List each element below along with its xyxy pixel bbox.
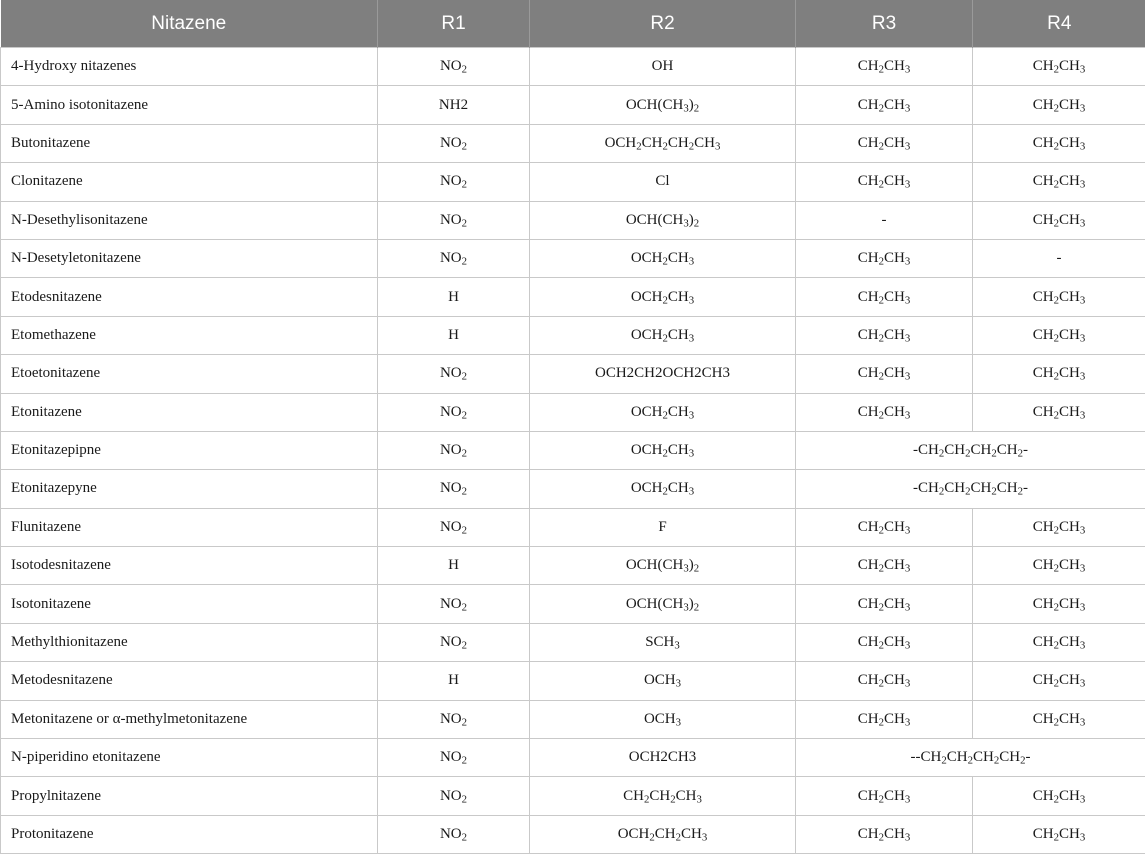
table-row	[1, 739, 1145, 777]
cell-r3: $CH_2CH_3$	[796, 163, 973, 201]
table-row	[1, 201, 1145, 239]
cell-r1: $NO_2$	[378, 163, 530, 201]
cell-r3: $CH_2CH_3$	[796, 662, 973, 700]
cell-r2: $OCH_2CH_2CH_2CH_3$	[530, 124, 796, 162]
cell-r2: $OCH(CH_3)_2$	[530, 86, 796, 124]
cell-r1: $NO_2$	[378, 239, 530, 277]
cell-r3: $CH_2CH_3$	[796, 316, 973, 354]
cell-r2: $SCH_3$	[530, 623, 796, 661]
cell-r1: $NO_2$	[378, 815, 530, 853]
cell-r1: $NO_2$	[378, 739, 530, 777]
cell-r2: $CH_2CH_2CH_3$	[530, 777, 796, 815]
cell-r2: $OCH(CH_3)_2$	[530, 547, 796, 585]
cell-r3: $CH_2CH_3$	[796, 239, 973, 277]
cell-r4: $CH_2CH_3$	[973, 201, 1145, 239]
cell-r2: $OCH_2CH_3$	[530, 393, 796, 431]
cell-name: Propylnitazene	[1, 777, 378, 815]
cell-name: Etonitazepyne	[1, 470, 378, 508]
table-row	[1, 470, 1145, 508]
cell-r1: $NO_2$	[378, 124, 530, 162]
cell-r4: $CH_2CH_3$	[973, 124, 1145, 162]
cell-r3: $CH_2CH_3$	[796, 585, 973, 623]
table-row	[1, 316, 1145, 354]
cell-r3: $CH_2CH_3$	[796, 623, 973, 661]
cell-name: 5-Amino isotonitazene	[1, 86, 378, 124]
cell-r3: $CH_2CH_3$	[796, 777, 973, 815]
cell-r1: H	[378, 278, 530, 316]
cell-name: N-Desethylisonitazene	[1, 201, 378, 239]
table-row	[1, 431, 1145, 469]
table-row	[1, 623, 1145, 661]
cell-r2: $OCH_2CH_3$	[530, 278, 796, 316]
cell-r4: $CH_2CH_3$	[973, 86, 1145, 124]
cell-r4: $CH_2CH_3$	[973, 815, 1145, 853]
table-row	[1, 124, 1145, 162]
table-row	[1, 278, 1145, 316]
table-row	[1, 355, 1145, 393]
cell-r1: $NO_2$	[378, 585, 530, 623]
cell-r4: $CH_2CH_3$	[973, 547, 1145, 585]
header-r4: R4	[973, 0, 1145, 48]
header-nitazene: Nitazene	[1, 0, 378, 48]
cell-r3: $CH_2CH_3$	[796, 508, 973, 546]
cell-r3: $CH_2CH_3$	[796, 124, 973, 162]
cell-r3: $CH_2CH_3$	[796, 700, 973, 738]
cell-name: Etonitazene	[1, 393, 378, 431]
cell-r4: $CH_2CH_3$	[973, 163, 1145, 201]
table-row	[1, 48, 1145, 86]
table-row	[1, 777, 1145, 815]
cell-r1: $NO_2$	[378, 700, 530, 738]
cell-name: Clonitazene	[1, 163, 378, 201]
table-row	[1, 86, 1145, 124]
cell-r1: $NO_2$	[378, 508, 530, 546]
cell-r2: $OCH_3$	[530, 700, 796, 738]
cell-name: Etonitazepipne	[1, 431, 378, 469]
cell-r3-r4: $-CH_2CH_2CH_2CH_2-$	[796, 470, 1145, 508]
table-row	[1, 547, 1145, 585]
cell-name: Isotonitazene	[1, 585, 378, 623]
cell-r2: F	[530, 508, 796, 546]
table-row	[1, 508, 1145, 546]
cell-r4: $CH_2CH_3$	[973, 393, 1145, 431]
cell-r2: Cl	[530, 163, 796, 201]
cell-name: Etoetonitazene	[1, 355, 378, 393]
cell-r4: $CH_2CH_3$	[973, 585, 1145, 623]
cell-r4: $CH_2CH_3$	[973, 777, 1145, 815]
cell-r3: $CH_2CH_3$	[796, 278, 973, 316]
cell-r4: $CH_2CH_3$	[973, 623, 1145, 661]
cell-r2: $OCH(CH_3)_2$	[530, 585, 796, 623]
cell-r3: -	[796, 201, 973, 239]
table-row	[1, 662, 1145, 700]
cell-name: Methylthionitazene	[1, 623, 378, 661]
table-row	[1, 239, 1145, 277]
cell-name: Flunitazene	[1, 508, 378, 546]
table-row	[1, 393, 1145, 431]
cell-r4: $CH_2CH_3$	[973, 662, 1145, 700]
cell-r3: $CH_2CH_3$	[796, 355, 973, 393]
cell-r2: $OCH_2CH_3$	[530, 431, 796, 469]
cell-r1: $NO_2$	[378, 431, 530, 469]
cell-r4: $CH_2CH_3$	[973, 508, 1145, 546]
cell-name: Etomethazene	[1, 316, 378, 354]
cell-r1: $NO_2$	[378, 470, 530, 508]
cell-name: Etodesnitazene	[1, 278, 378, 316]
cell-name: Butonitazene	[1, 124, 378, 162]
header-r3: R3	[796, 0, 973, 48]
cell-r1: $NO_2$	[378, 623, 530, 661]
cell-r1: H	[378, 662, 530, 700]
header-row	[1, 0, 1145, 48]
cell-r3: $CH_2CH_3$	[796, 48, 973, 86]
cell-r2: $OCH(CH_3)_2$	[530, 201, 796, 239]
cell-r4: $CH_2CH_3$	[973, 278, 1145, 316]
cell-r2: OH	[530, 48, 796, 86]
cell-r2: OCH2CH2OCH2CH3	[530, 355, 796, 393]
cell-r3: $CH_2CH_3$	[796, 547, 973, 585]
cell-r2: $OCH_2CH_3$	[530, 316, 796, 354]
table-header	[1, 0, 1145, 48]
cell-r1: NH2	[378, 86, 530, 124]
table-body	[1, 48, 1145, 854]
cell-r2: $OCH_2CH_3$	[530, 470, 796, 508]
header-r2: R2	[530, 0, 796, 48]
table-row	[1, 700, 1145, 738]
table-row	[1, 815, 1145, 853]
cell-name: Metonitazene or α-methylmetonitazene	[1, 700, 378, 738]
cell-r4: $CH_2CH_3$	[973, 316, 1145, 354]
cell-r4: $CH_2CH_3$	[973, 48, 1145, 86]
cell-name: Isotodesnitazene	[1, 547, 378, 585]
cell-name: N-piperidino etonitazene	[1, 739, 378, 777]
cell-r2: OCH2CH3	[530, 739, 796, 777]
cell-r2: $OCH_3$	[530, 662, 796, 700]
cell-r1: $NO_2$	[378, 48, 530, 86]
cell-r4: $CH_2CH_3$	[973, 700, 1145, 738]
cell-r3-r4: $-CH_2CH_2CH_2CH_2-$	[796, 431, 1145, 469]
cell-r3: $CH_2CH_3$	[796, 393, 973, 431]
cell-name: Protonitazene	[1, 815, 378, 853]
table-row	[1, 585, 1145, 623]
cell-r1: $NO_2$	[378, 355, 530, 393]
cell-r1: $NO_2$	[378, 393, 530, 431]
cell-name: N-Desetyletonitazene	[1, 239, 378, 277]
cell-r1: H	[378, 547, 530, 585]
cell-r1: $NO_2$	[378, 201, 530, 239]
cell-r2: $OCH_2CH_3$	[530, 239, 796, 277]
cell-r1: $NO_2$	[378, 777, 530, 815]
cell-r3: $CH_2CH_3$	[796, 815, 973, 853]
cell-name: 4-Hydroxy nitazenes	[1, 48, 378, 86]
cell-name: Metodesnitazene	[1, 662, 378, 700]
cell-r3-r4: $--CH_2CH_2CH_2CH_2-$	[796, 739, 1145, 777]
table-row	[1, 163, 1145, 201]
cell-r1: H	[378, 316, 530, 354]
cell-r2: $OCH_2CH_2CH_3$	[530, 815, 796, 853]
header-r1: R1	[378, 0, 530, 48]
cell-r4: -	[973, 239, 1145, 277]
cell-r4: $CH_2CH_3$	[973, 355, 1145, 393]
cell-r3: $CH_2CH_3$	[796, 86, 973, 124]
